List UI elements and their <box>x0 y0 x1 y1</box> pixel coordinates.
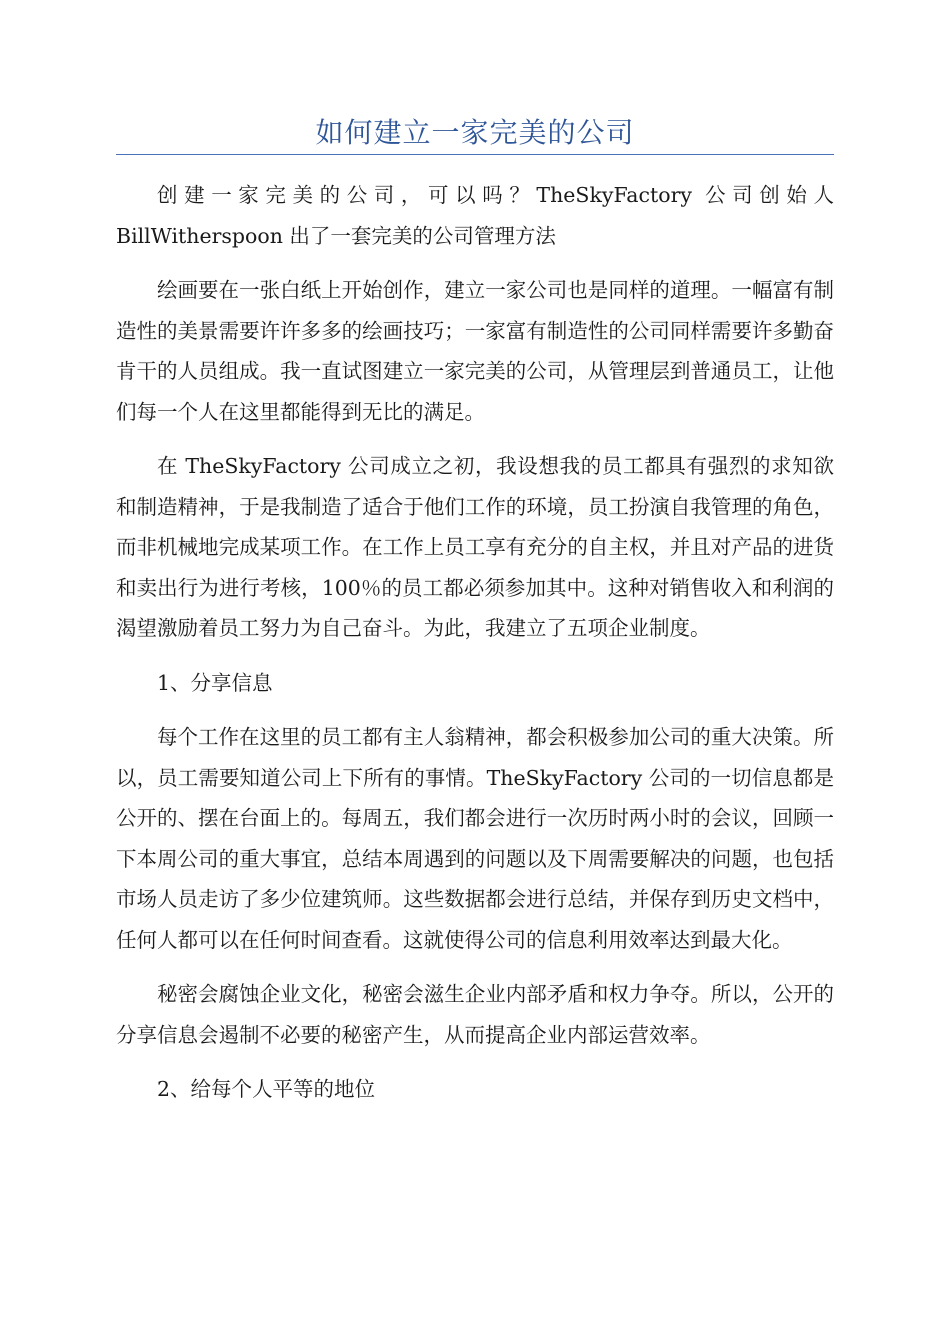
document-title: 如何建立一家完美的公司 <box>315 116 635 149</box>
paragraph-painting-analogy: 绘画要在一张白纸上开始创作，建立一家公司也是同样的道理。一幅富有制造性的美景需要许许多多的绘画技巧；一家富有制造性的公司同样需要许多勤奋肯干的人员组成。我一直试图建立一家完美的公司，从管理层到普通员工，让他们每一个人在这里都能得到无比的满足。 <box>116 278 834 424</box>
section-heading-equal-status: 2、给每个人平等的地位 <box>157 1077 376 1101</box>
section-heading-share-info: 1、分享信息 <box>157 670 273 695</box>
paragraph-intro: 创建一家完美的公司，可以吗？TheSkyFactory 公司创始人 BillWitherspoon 出了一套完美的公司管理方法 <box>116 183 834 248</box>
paragraph-share-info: 每个工作在这里的员工都有主人翁精神，都会积极参加公司的重大决策。所以，员工需要知道公司上下所有的事情。TheSkyFactory 公司的一切信息都是公开的、摆在台面上的。每周五，我们都会进行一次历时两小时的会议，回顾一下本周公司的重大事宜，总结本周遇到的问题以及下周需要解决的问题，也包括市场人员走访了多少位建筑师。这些数据都会进行总结，并保存到历史文档中，任何人都可以在任何时间查看。这就使得公司的信息利用效率达到最大化。 <box>116 725 834 952</box>
paragraph-company-founding: 在 TheSkyFactory 公司成立之初，我设想我的员工都具有强烈的求知欲和制造精神，于是我制造了适合于他们工作的环境，员工扮演自我管理的角色，而非机械地完成某项工作。在工作上员工享有充分的自主权，并且对产品的进货和卖出行为进行考核，100％的员工都必须参加其中。这种对销售收入和利润的渴望激励着员工努力为自己奋斗。为此，我建立了五项企业制度。 <box>116 454 834 640</box>
title-underline <box>116 154 834 155</box>
paragraph-secrets: 秘密会腐蚀企业文化，秘密会滋生企业内部矛盾和权力争夺。所以，公开的分享信息会遏制不必要的秘密产生，从而提高企业内部运营效率。 <box>116 982 834 1047</box>
document-body <box>116 175 834 1124</box>
